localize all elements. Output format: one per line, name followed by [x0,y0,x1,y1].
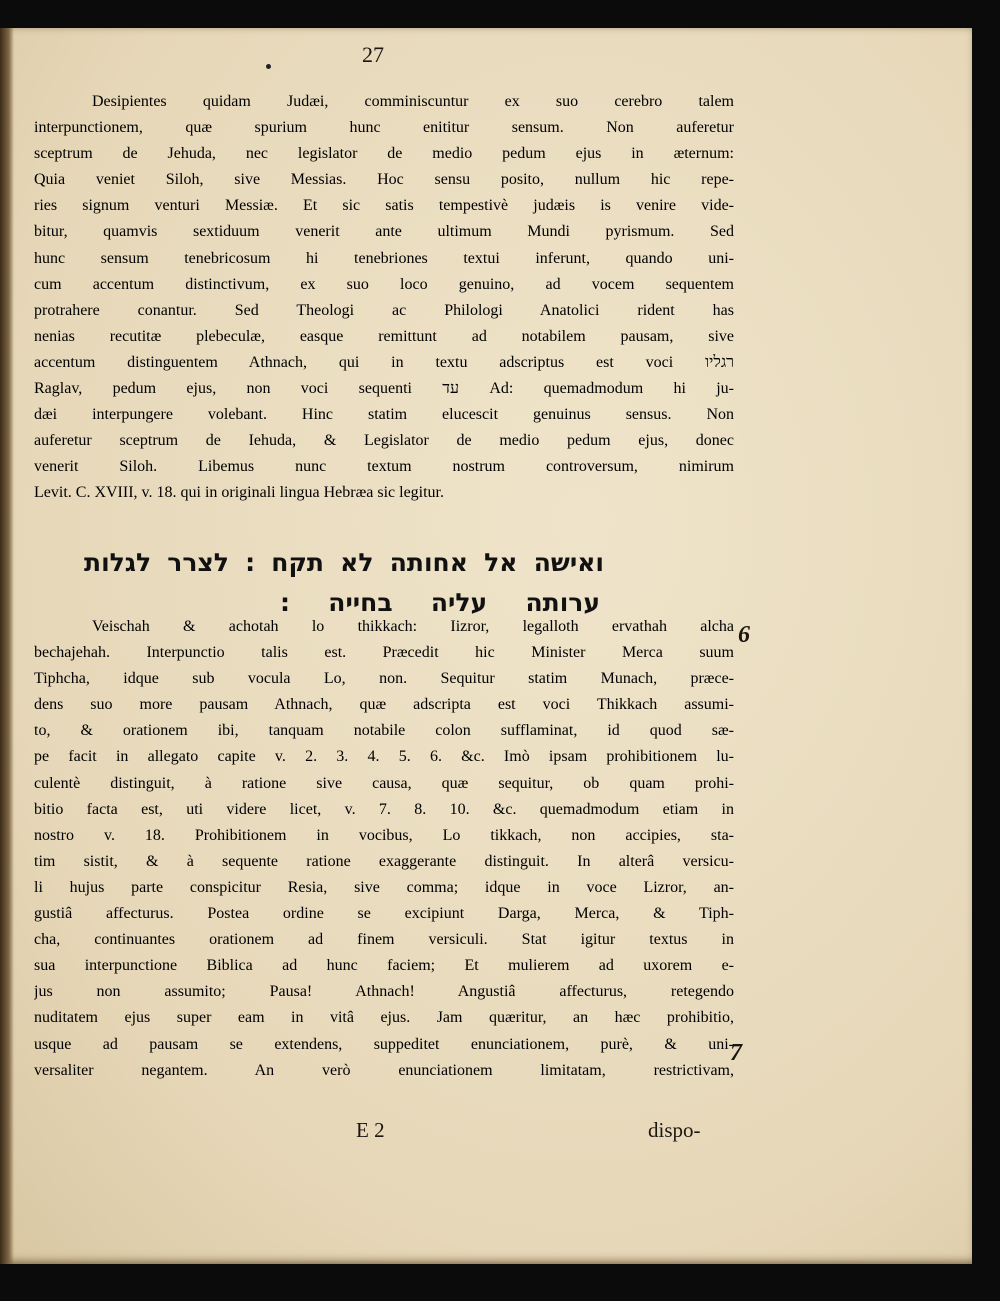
text-line: sua interpunctione Biblica ad hunc faciem; Et mulierem ad uxorem e- [34,957,734,975]
text-line: nuditatem ejus super eam in vitâ ejus. Jam quæritur, an hæc prohibitio, [34,1009,734,1027]
hebrew-verse-line-1: ואישה אל אחותה לא תקח : לצרר לגלות [84,548,604,577]
text-line: Levit. C. XVIII, v. 18. qui in originali lingua Hebræa sic legitur. [34,484,444,502]
text-line: venerit Siloh. Libemus nunc textum nostrum controversum, nimirum [34,458,734,476]
text-line: usque ad pausam se extendens, suppeditet enunciationem, purè, & uni- [34,1035,734,1053]
text-line: accentum distinguentem Athnach, qui in textu adscriptus est voci רגליו [34,353,734,371]
page-number: 27 [362,42,384,67]
paragraph-2 [34,618,734,1088]
text-line: ries signum venturi Messiæ. Et sic satis tempestivè judæis is venire vide- [34,197,734,215]
text-line: hunc sensum tenebricosum hi tenebriones textui inferunt, quando uni- [34,249,734,267]
text-line: pe facit in allegato capite v. 2. 3. 4. 5. 6. &c. Imò ipsam prohibitionem lu- [34,748,734,766]
text-line: sceptrum de Jehuda, nec legislator de medio pedum ejus in æternum: [34,145,734,163]
page-gutter [0,28,14,1264]
text-line: dæi interpungere volebant. Hinc statim elucescit genuinus sensus. Non [34,406,734,424]
paragraph-1 [34,93,734,511]
text-line: cha, continuantes orationem ad finem versiculi. Stat igitur textus in [34,931,734,949]
text-line: bitio facta est, uti videre licet, v. 7. 8. 10. &c. quemadmodum etiam in [34,800,734,818]
text-line: bechajehah. Interpunctio talis est. Præcedit hic Minister Merca suum [34,644,734,662]
text-line: cum accentum distinctivum, ex suo loco genuino, ad vocem sequentem [34,275,734,293]
text-line: auferetur sceptrum de Iehuda, & Legislator de medio pedum ejus, donec [34,432,734,450]
text-line: culentè distinguit, à ratione sive causa, quæ sequitur, ob quam prohi- [34,774,734,792]
signature-mark: E 2 [356,1118,385,1142]
text-line: to, & orationem ibi, tanquam notabile colon sufflaminat, id quod sæ- [34,722,734,740]
text-line: tim sistit, & à sequente ratione exaggerante distinguit. In alterâ versicu- [34,852,734,870]
text-line: Veischah & achotah lo thikkach: Iizror, legalloth ervathah alcha [92,618,734,635]
text-line: Raglav, pedum ejus, non voci sequenti עד Ad: quemadmodum hi ju- [34,380,734,398]
text-line: Desipientes quidam Judæi, comminiscuntur ex suo cerebro talem [92,93,734,110]
ink-dot [266,64,271,69]
text-line: dens suo more pausam Athnach, quæ adscripta est voci Thikkach assumi- [34,696,734,714]
hebrew-verse-line-2: ערותה עליה בחייה : [280,588,600,617]
text-line: protrahere conantur. Sed Theologi ac Philologi Anatolici rident has [34,301,734,319]
margin-note-6: 6 [738,622,750,648]
text-line: nostro v. 18. Prohibitionem in vocibus, Lo tikkach, non accipies, sta- [34,826,734,844]
text-line: jus non assumito; Pausa! Athnach! Angustiâ affecturus, retegendo [34,983,734,1001]
text-line: gustiâ affecturus. Postea ordine se excipiunt Darga, Merca, & Tiph- [34,905,734,923]
margin-note-7: 7 [730,1040,742,1066]
text-line: Tiphcha, idque sub vocula Lo, non. Sequitur statim Munach, præce- [34,670,734,688]
text-line: versaliter negantem. An verò enunciationem limitatam, restrictivam, [34,1061,734,1079]
text-line: bitur, quamvis sextiduum venerit ante ultimum Mundi pyrismum. Sed [34,223,734,241]
text-line: interpunctionem, quæ spurium hunc enititur sensum. Non auferetur [34,119,734,137]
text-line: nenias recutitæ plebeculæ, easque remittunt ad notabilem pausam, sive [34,327,734,345]
catchword: dispo- [648,1118,701,1142]
text-line: Quia veniet Siloh, sive Messias. Hoc sensu posito, nullum hic repe- [34,171,734,189]
text-line: li hujus parte conspicitur Resia, sive comma; idque in voce Lizror, an- [34,878,734,896]
